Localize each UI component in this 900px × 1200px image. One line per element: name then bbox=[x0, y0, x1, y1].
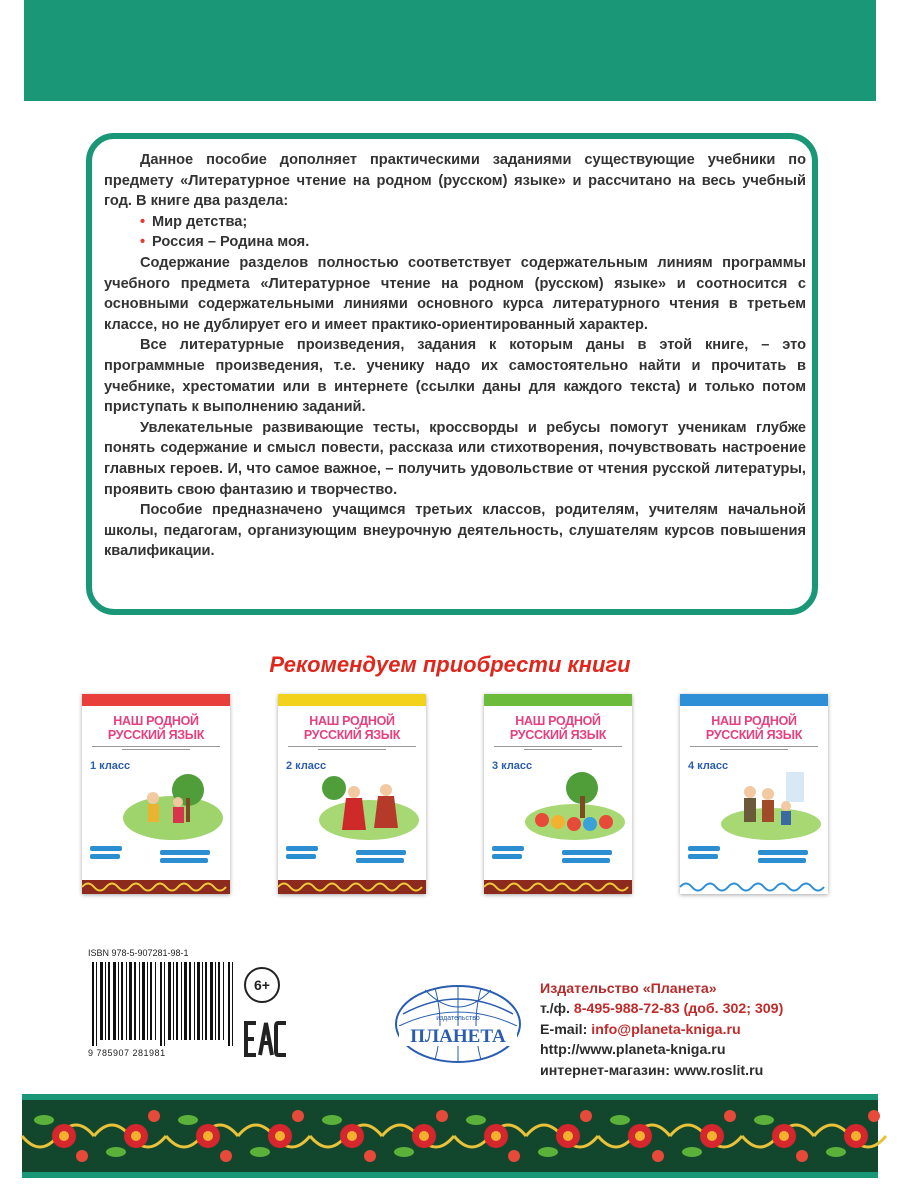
publisher-name: Издательство «Планета» bbox=[540, 981, 717, 997]
badge bbox=[90, 846, 122, 851]
ornament-berry bbox=[868, 1110, 880, 1122]
ornament-flower-core bbox=[491, 1131, 501, 1141]
top-color-band bbox=[24, 0, 876, 101]
ornament-berry bbox=[436, 1110, 448, 1122]
ornament-flower-core bbox=[131, 1131, 141, 1141]
badge bbox=[356, 858, 404, 863]
list-item-text: Россия – Родина моя. bbox=[152, 234, 310, 251]
eac-certification-icon bbox=[244, 1006, 288, 1059]
book-grade: 2 класс bbox=[286, 760, 327, 772]
book-title-line2: РУССКИЙ ЯЗЫК bbox=[107, 728, 205, 742]
description-paragraph: Увлекательные развивающие тесты, кроссворды и ребусы помогут ученикам глубже понять содержание и смысл повести, рассказа или стихотворения, почувствовать настроение главных героев. И, что самое важное, – получить удовольствие от чтения русской литературы, проявить свою фантазию и творчество. bbox=[104, 419, 806, 498]
badge bbox=[356, 850, 406, 855]
ornament-flower-core bbox=[275, 1131, 285, 1141]
book-title-line1: НАШ РОДНОЙ bbox=[711, 714, 797, 728]
publisher-contacts bbox=[540, 979, 783, 1081]
email-label: E-mail: bbox=[540, 1021, 592, 1038]
ornament-leaf bbox=[34, 1115, 54, 1125]
book-ornament-border bbox=[278, 880, 426, 894]
list-item bbox=[140, 212, 806, 233]
badge bbox=[160, 850, 210, 855]
ornament-berry bbox=[364, 1150, 376, 1162]
badge bbox=[286, 854, 316, 859]
ornament-berry bbox=[508, 1150, 520, 1162]
book-grade: 1 класс bbox=[90, 760, 131, 772]
ornament-leaf bbox=[682, 1147, 702, 1157]
book-badges bbox=[688, 844, 820, 872]
ornament-flower-core bbox=[59, 1131, 69, 1141]
ornament-berry bbox=[76, 1150, 88, 1162]
book-cover-grade-2[interactable] bbox=[278, 694, 426, 894]
description-paragraph: Содержание разделов полностью соответствует содержательным линиям программы учебного предмета «Литературное чтение на родном (русском) языке» и соотносится с основными содержательными линиями основного курса литературного чтения в третьем классе, но не дублирует его и имеет практико-ориентированный характер. bbox=[104, 254, 806, 333]
ornament-flower-core bbox=[635, 1131, 645, 1141]
book-cover-grade-4[interactable] bbox=[680, 694, 828, 894]
ornament-leaf bbox=[538, 1147, 558, 1157]
book-header-band bbox=[680, 694, 828, 706]
book-title-line1: НАШ РОДНОЙ bbox=[309, 714, 395, 728]
book-grade: 4 класс bbox=[688, 760, 729, 772]
badge bbox=[758, 858, 806, 863]
website-link[interactable]: http://www.planeta-kniga.ru bbox=[540, 1042, 726, 1059]
shop-label: интернет-магазин: bbox=[540, 1062, 674, 1079]
ornament-leaf bbox=[754, 1115, 774, 1125]
book-grade: 3 класс bbox=[492, 760, 533, 772]
shop-link[interactable]: www.roslit.ru bbox=[673, 1062, 764, 1079]
list-item bbox=[140, 232, 806, 253]
ornament-band bbox=[22, 1094, 878, 1178]
barcode-digits: 9 785907 281981 bbox=[88, 1048, 166, 1058]
ornament-berry bbox=[148, 1110, 160, 1122]
book-subtitle-lines bbox=[92, 745, 220, 753]
logo-name: ПЛАНЕТА bbox=[410, 1026, 506, 1047]
ornament-leaf bbox=[394, 1147, 414, 1157]
book-header-band bbox=[484, 694, 632, 706]
description-paragraph: Данное пособие дополняет практическими заданиями существующие учебники по предмету «Литературное чтение на родном (русском) языке» и рассчитано на весь учебный год. В книге два раздела: bbox=[104, 152, 806, 210]
book-title-line2: РУССКИЙ ЯЗЫК bbox=[705, 728, 803, 742]
ornament-berry bbox=[220, 1150, 232, 1162]
badge bbox=[758, 850, 808, 855]
ornament-flower-core bbox=[563, 1131, 573, 1141]
badge bbox=[90, 854, 120, 859]
ornament-flower-core bbox=[347, 1131, 357, 1141]
book-title-line2: РУССКИЙ ЯЗЫК bbox=[303, 728, 401, 742]
description-paragraph: Пособие предназначено учащимся третьих классов, родителям, учителям начальной школы, педагогам, организующим внеурочную деятельность, слушателям курсов повышения квалификации. bbox=[104, 502, 806, 560]
book-subtitle-lines bbox=[494, 745, 622, 753]
ornament-leaf bbox=[466, 1115, 486, 1125]
description-paragraph: Все литературные произведения, задания к которым даны в этой книге, – это программные произведения, т.е. ученику надо их самостоятельно найти и прочитать в учебнике, хрестоматии или в интернете (ссылки даны для каждого текста) и только потом приступать к выполнению заданий. bbox=[104, 337, 806, 416]
eac-text: EAC bbox=[244, 1006, 277, 1023]
phone-label: т./ф. bbox=[540, 1001, 574, 1018]
book-ornament-border bbox=[484, 880, 632, 894]
ornament-berry bbox=[580, 1110, 592, 1122]
description-text bbox=[104, 150, 806, 562]
book-subtitle-lines bbox=[690, 745, 818, 753]
bullet-icon: • bbox=[140, 234, 146, 251]
ornament-leaf bbox=[826, 1147, 846, 1157]
ornament-flower-core bbox=[419, 1131, 429, 1141]
ornament-flower-core bbox=[203, 1131, 213, 1141]
phone-number: 8-495-988-72-83 (доб. 302; 309) bbox=[573, 1001, 784, 1018]
ornament-flower-core bbox=[851, 1131, 861, 1141]
book-illustration bbox=[520, 768, 622, 838]
book-illustration bbox=[716, 768, 818, 838]
book-cover-grade-3[interactable] bbox=[484, 694, 632, 894]
ornament-leaf bbox=[178, 1115, 198, 1125]
book-header-band bbox=[278, 694, 426, 706]
book-ornament-border bbox=[82, 880, 230, 894]
sections-list bbox=[104, 212, 806, 253]
ornament-flower-core bbox=[707, 1131, 717, 1141]
badge bbox=[286, 846, 318, 851]
email-link[interactable]: info@planeta-kniga.ru bbox=[591, 1021, 741, 1038]
ornament-berry bbox=[292, 1110, 304, 1122]
isbn-number: ISBN 978-5-907281-98-1 bbox=[88, 948, 189, 958]
book-title-line1: НАШ РОДНОЙ bbox=[515, 714, 601, 728]
ornament-berry bbox=[652, 1150, 664, 1162]
book-cover-grade-1[interactable] bbox=[82, 694, 230, 894]
ornament-leaf bbox=[106, 1147, 126, 1157]
barcode-icon bbox=[88, 962, 238, 1046]
ornament-leaf bbox=[250, 1147, 270, 1157]
book-title-line1: НАШ РОДНОЙ bbox=[113, 714, 199, 728]
phone-row bbox=[540, 999, 783, 1019]
book-illustration bbox=[314, 768, 416, 838]
badge bbox=[688, 846, 720, 851]
book-title-line2: РУССКИЙ ЯЗЫК bbox=[509, 728, 607, 742]
recommend-heading: Рекомендуем приобрести книги bbox=[269, 652, 631, 677]
list-item-text: Мир детства; bbox=[152, 213, 248, 230]
ornament-leaf bbox=[322, 1115, 342, 1125]
email-row bbox=[540, 1020, 783, 1040]
ornament-berry bbox=[724, 1110, 736, 1122]
bullet-icon: • bbox=[140, 213, 146, 230]
shop-row bbox=[540, 1061, 783, 1081]
book-subtitle-lines bbox=[288, 745, 416, 753]
logo-caption: издательство bbox=[436, 1015, 480, 1022]
publisher-logo bbox=[385, 974, 531, 1066]
age-rating-badge: 6+ bbox=[244, 967, 280, 1003]
badge bbox=[562, 858, 610, 863]
ornament-flower-core bbox=[779, 1131, 789, 1141]
book-illustration bbox=[118, 768, 220, 838]
book-badges bbox=[90, 844, 222, 872]
badge bbox=[492, 854, 522, 859]
book-header-band bbox=[82, 694, 230, 706]
ornament-berry bbox=[796, 1150, 808, 1162]
book-badges bbox=[492, 844, 624, 872]
book-badges bbox=[286, 844, 418, 872]
book-ornament-border bbox=[680, 880, 828, 894]
badge bbox=[492, 846, 524, 851]
ornament-leaf bbox=[610, 1115, 630, 1125]
badge bbox=[688, 854, 718, 859]
badge bbox=[160, 858, 208, 863]
badge bbox=[562, 850, 612, 855]
